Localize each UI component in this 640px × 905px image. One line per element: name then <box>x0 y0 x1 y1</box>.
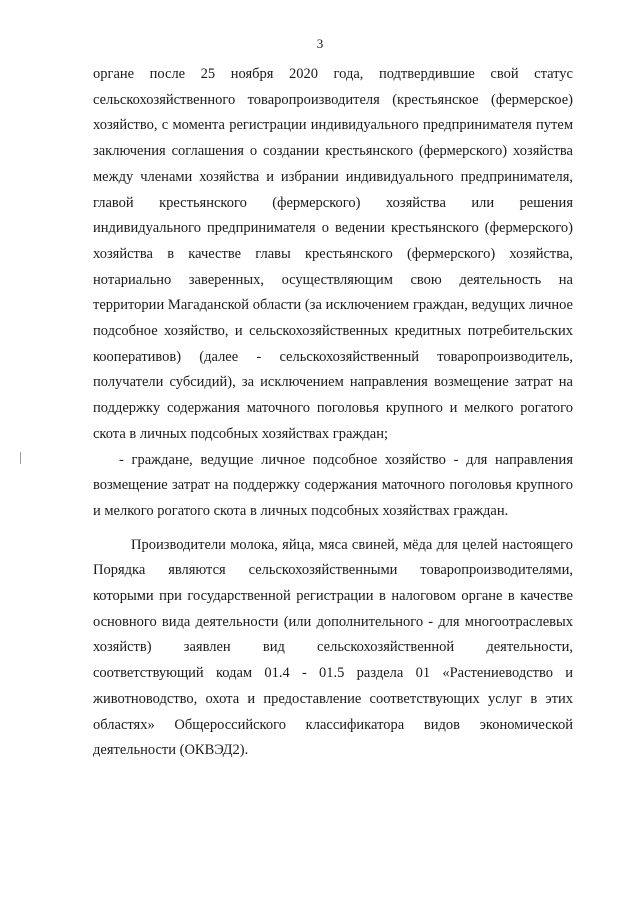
page-number: 3 <box>316 36 324 51</box>
margin-mark <box>20 452 21 464</box>
paragraph-producers-definition: Производители молока, яйца, мяса свиней, мёда для целей настоящего Порядка являются сельскохозяйственными товаропроизводителями, которыми при государственной регистрации в налоговом органе в качестве основного вида деятельности (или дополнительного - для многоотраслевых хозяйств) заявлен вид сельскохозяйственной деятельности, соответствующий кодам 01.4 - 01.5 раздела 01 «Растениеводство и животноводство, охота и предоставление соответствующих услуг в этих областях» Общероссийского классификатора видов экономической деятельности (ОКВЭД2). <box>93 536 573 759</box>
paragraph-recipients-continuation: органе после 25 ноября 2020 года, подтвердившие свой статус сельскохозяйственного товаропроизводителя (крестьянское (фермерское) хозяйство, с момента регистрации индивидуального предпринимателя путем заключения соглашения о создании крестьянского (фермерского) хозяйства между членами хозяйства и избрании индивидуального предпринимателя, главой крестьянского (фермерского) хозяйства или решения индивидуального предпринимателя о ведении крестьянского (фермерского) хозяйства в качестве главы крестьянского (фермерского) хозяйства, нотариально заверенных, осуществляющим свою деятельность на территории Магаданской области (за исключением граждан, ведущих личное подсобное хозяйство, и сельскохозяйственных кредитных потребительских кооперативов) (далее - сельскохозяйственный товаропроизводитель, получатели субсидий), за исключением направления возмещение затрат на поддержку содержания маточного поголовья крупного и мелкого рогатого скота в личных подсобных хозяйствах граждан; <box>93 66 573 442</box>
paragraph-citizens-item: - граждане, ведущие личное подсобное хозяйство - для направления возмещение затрат на поддержку содержания маточного поголовья крупного и мелкого рогатого скота в личных подсобных хозяйствах граждан. <box>93 451 573 519</box>
document-body <box>93 62 573 764</box>
